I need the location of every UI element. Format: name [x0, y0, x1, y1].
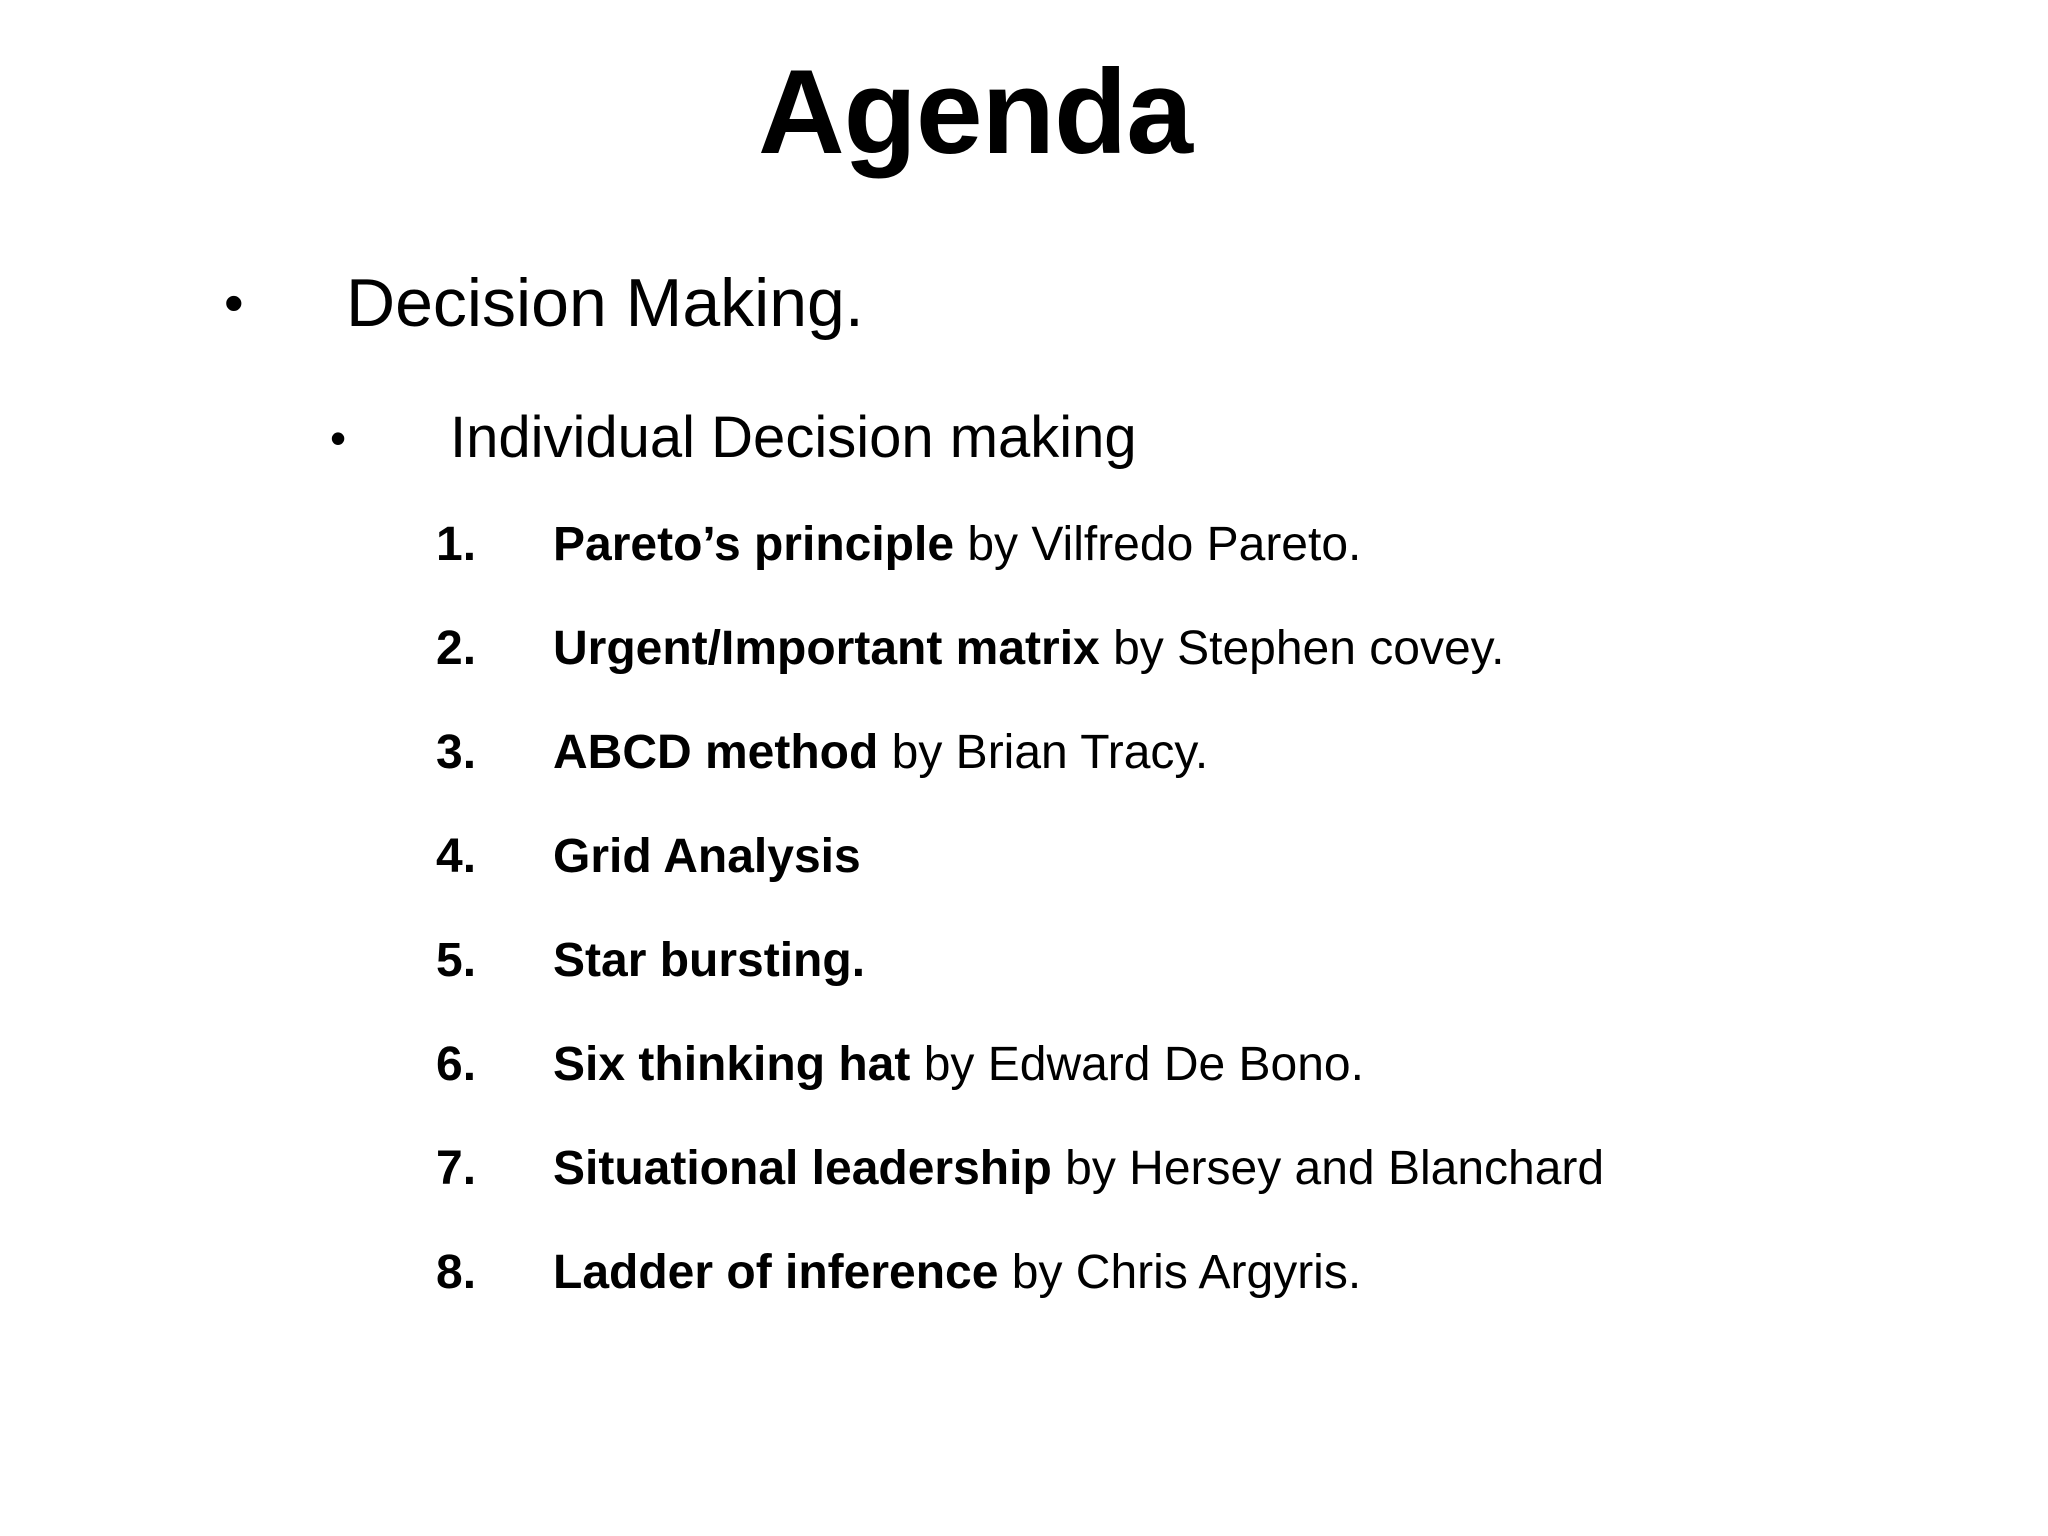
item-number: 5.: [436, 934, 477, 987]
bullet-dot-icon: •: [330, 412, 347, 464]
item-rest-text: by Stephen covey.: [1099, 622, 1505, 675]
item-content: [553, 822, 861, 892]
item-rest-text: by Vilfredo Pareto.: [954, 518, 1362, 571]
item-content: [553, 614, 1504, 684]
item-content: [553, 926, 865, 996]
item-content: [553, 718, 1208, 788]
item-bold-text: Star bursting.: [553, 934, 866, 987]
item-content: [553, 1030, 1364, 1100]
item-content: [553, 1134, 1604, 1204]
item-bold-text: Grid Analysis: [553, 830, 861, 883]
slide-title: Agenda: [757, 45, 1193, 179]
bullet-text: Decision Making.: [346, 265, 864, 341]
item-bold-text: Urgent/Important matrix: [553, 622, 1100, 675]
item-bold-text: Ladder of inference: [553, 1246, 999, 1299]
bullet-dot-icon: •: [224, 271, 244, 334]
item-rest-text: by Hersey and Blanchard: [1051, 1142, 1605, 1195]
item-number: 6.: [436, 1038, 477, 1091]
item-number: 8.: [436, 1246, 477, 1299]
item-number: 7.: [436, 1142, 477, 1195]
item-number: 3.: [436, 726, 477, 779]
item-rest-text: by Edward De Bono.: [910, 1038, 1364, 1091]
item-bold-text: Situational leadership: [553, 1142, 1052, 1195]
item-bold-text: ABCD method: [553, 726, 879, 779]
item-bold-text: Six thinking hat: [553, 1038, 911, 1091]
item-number: 1.: [436, 518, 477, 571]
item-number: 4.: [436, 830, 477, 883]
item-content: [553, 1238, 1361, 1308]
item-number: 2.: [436, 622, 477, 675]
item-rest-text: by Chris Argyris.: [998, 1246, 1362, 1299]
sub-bullet-text: Individual Decision making: [450, 405, 1137, 470]
item-rest-text: by Brian Tracy.: [878, 726, 1209, 779]
item-content: [553, 510, 1361, 580]
item-bold-text: Pareto’s principle: [553, 518, 955, 571]
